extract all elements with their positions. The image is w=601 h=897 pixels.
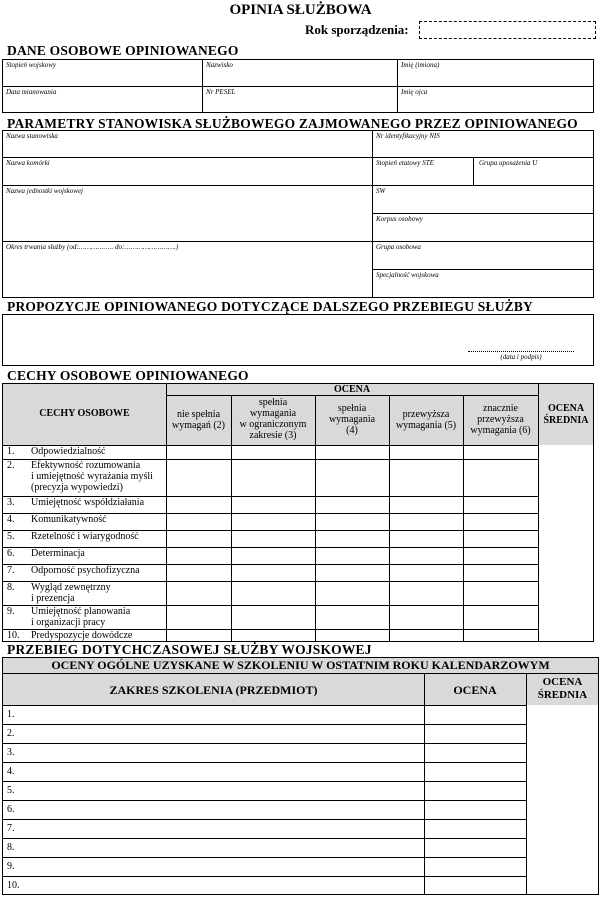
- szkolenie-row-number: 10.: [7, 880, 20, 891]
- field-imie[interactable]: Imię (imiona): [401, 61, 440, 69]
- cechy-row-number: 1.: [7, 446, 15, 457]
- szkolenie-row-number: 7.: [7, 823, 15, 834]
- field-data-mianowania[interactable]: Data mianowania: [6, 88, 57, 96]
- field-nazwa-komorki[interactable]: Nazwa komórki: [6, 159, 50, 167]
- szkolenie-row-field[interactable]: [30, 877, 420, 894]
- cechy-row-4: [7, 514, 165, 525]
- grade-col-5: przewyższa wymagania (5): [395, 409, 457, 431]
- cechy-row-label: Rzetelność i wiarygodność: [31, 531, 139, 542]
- cechy-row-1: [7, 446, 165, 457]
- cechy-row-8: [7, 582, 165, 604]
- section-parametry-title: PARAMETRY STANOWISKA SŁUŻBOWEGO ZAJMOWANEGO PRZEZ OPINIOWANEGO: [7, 116, 578, 131]
- section-dane-title: DANE OSOBOWE OPINIOWANEGO: [7, 43, 239, 58]
- cechy-row-label: i organizacji pracy: [31, 617, 106, 628]
- cechy-row-label: Umiejętność planowania: [31, 606, 131, 617]
- section-przebieg-title: PRZEBIEG DOTYCHCZASOWEJ SŁUŻBY WOJSKOWEJ: [7, 642, 372, 657]
- cechy-row-number: 6.: [7, 548, 15, 559]
- field-stopien[interactable]: Stopień wojskowy: [6, 61, 56, 69]
- cechy-row-label: Predyspozycje dowódcze: [31, 630, 133, 641]
- cechy-row-number: 7.: [7, 565, 15, 576]
- propozycje-signature-label: (data i podpis): [500, 353, 542, 361]
- section-cechy-title: CECHY OSOBOWE OPINIOWANEGO: [7, 368, 249, 383]
- field-nazwisko[interactable]: Nazwisko: [206, 61, 233, 69]
- cechy-row-number: 4.: [7, 514, 15, 525]
- szkolenie-srednia-header: OCENA ŚREDNIA: [537, 676, 588, 701]
- szkolenie-title: OCENY OGÓLNE UZYSKANE W SZKOLENIU W OSTATNIM ROKU KALENDARZOWYM: [51, 658, 550, 672]
- cechy-row-label: Wygląd zewnętrzny: [31, 582, 111, 593]
- field-specjalnosc[interactable]: Specjalność wojskowa: [376, 271, 439, 279]
- field-imie-ojca[interactable]: Imię ojca: [401, 88, 428, 96]
- field-stopien-etatowy[interactable]: Stopień etatowy STE: [376, 159, 434, 167]
- cechy-row-number: 9.: [7, 606, 15, 617]
- ocena-col-header: OCENA: [453, 683, 497, 697]
- grade-col-6: znacznie przewyższa wymagania (6): [470, 403, 531, 436]
- cechy-row-label: Efektywność rozumowania: [31, 460, 141, 471]
- section-propozycje-title: PROPOZYCJE OPINIOWANEGO DOTYCZĄCE DALSZEGO PRZEBIEGU SŁUŻBY: [7, 299, 534, 314]
- cechy-row-label: Umiejętność współdziałania: [31, 497, 145, 508]
- szkolenie-row-number: 5.: [7, 785, 15, 796]
- cechy-row-number: 8.: [7, 582, 15, 593]
- cechy-row-2: [7, 460, 165, 493]
- cechy-row-label: (precyzja wypowiedzi): [31, 482, 123, 493]
- ocena-header: OCENA: [333, 384, 371, 395]
- cechy-row-7: [7, 565, 165, 576]
- grade-col-3: spełnia wymagania w ograniczonym zakresie (3): [239, 397, 307, 441]
- cechy-row-3: [7, 497, 165, 508]
- field-sw[interactable]: SW: [376, 187, 386, 195]
- szkolenie-row-field[interactable]: [30, 801, 420, 818]
- szkolenie-row-field[interactable]: [30, 782, 420, 799]
- cechy-row-label: Komunikatywność: [31, 514, 107, 525]
- szkolenie-row-field[interactable]: [30, 858, 420, 875]
- szkolenie-row-field[interactable]: [30, 725, 420, 742]
- cechy-row-10: [7, 630, 165, 641]
- field-pesel[interactable]: Nr PESEL: [206, 88, 236, 96]
- szkolenie-row-number: 4.: [7, 766, 15, 777]
- szkolenie-row-field[interactable]: [30, 820, 420, 837]
- field-nr-nis[interactable]: Nr identyfikacyjny NIS: [376, 132, 440, 140]
- cechy-row-number: 2.: [7, 460, 15, 471]
- cechy-row-number: 10.: [7, 630, 20, 641]
- szkolenie-row-field[interactable]: [30, 744, 420, 761]
- cechy-row-number: 5.: [7, 531, 15, 542]
- srednia-col-header: OCENA ŚREDNIA: [543, 403, 589, 426]
- cechy-row-5: [7, 531, 165, 542]
- cechy-row-9: [7, 606, 165, 628]
- rok-input-box[interactable]: [419, 21, 596, 39]
- szkolenie-row-number: 8.: [7, 842, 15, 853]
- cechy-row-6: [7, 548, 165, 559]
- szkolenie-row-field[interactable]: [30, 763, 420, 780]
- cechy-row-label: i prezencja: [31, 593, 75, 604]
- cechy-row-number: 3.: [7, 497, 15, 508]
- szkolenie-row-number: 9.: [7, 861, 15, 872]
- rok-label: Rok sporządzenia:: [305, 22, 409, 37]
- field-okres-sluzby[interactable]: Okres trwania służby (od:…………….. do:…………………….): [6, 243, 179, 251]
- field-grupa-uposazenia[interactable]: Grupa uposażenia U: [479, 159, 538, 167]
- cechy-row-label: Odporność psychofizyczna: [31, 565, 140, 576]
- szkolenie-row-field[interactable]: [30, 839, 420, 856]
- cechy-row-label: Odpowiedzialność: [31, 446, 106, 457]
- szkolenie-row-number: 6.: [7, 804, 15, 815]
- cechy-col-header: CECHY OSOBOWE: [39, 408, 130, 419]
- cechy-row-label: Determinacja: [31, 548, 85, 559]
- field-nazwa-jednostki[interactable]: Nazwa jednostki wojskowej: [6, 187, 83, 195]
- page-title: OPINIA SŁUŻBOWA: [229, 2, 372, 18]
- szkolenie-row-field[interactable]: [30, 706, 420, 723]
- field-korpus[interactable]: Korpus osobowy: [376, 215, 423, 223]
- parametry-box: [2, 130, 594, 298]
- zakres-col-header: ZAKRES SZKOLENIA (PRZEDMIOT): [109, 683, 318, 697]
- szkolenie-row-number: 3.: [7, 747, 15, 758]
- szkolenie-row-number: 2.: [7, 728, 15, 739]
- grade-col-2: nie spełnia wymagań (2): [171, 409, 226, 431]
- field-nazwa-stanowiska[interactable]: Nazwa stanowiska: [6, 132, 58, 140]
- cechy-row-label: i umiejętność wyrażania myśli: [31, 471, 153, 482]
- grade-col-4: spełnia wymagania (4): [328, 403, 376, 436]
- field-grupa-osobowa[interactable]: Grupa osobowa: [376, 243, 421, 251]
- szkolenie-row-number: 1.: [7, 709, 15, 720]
